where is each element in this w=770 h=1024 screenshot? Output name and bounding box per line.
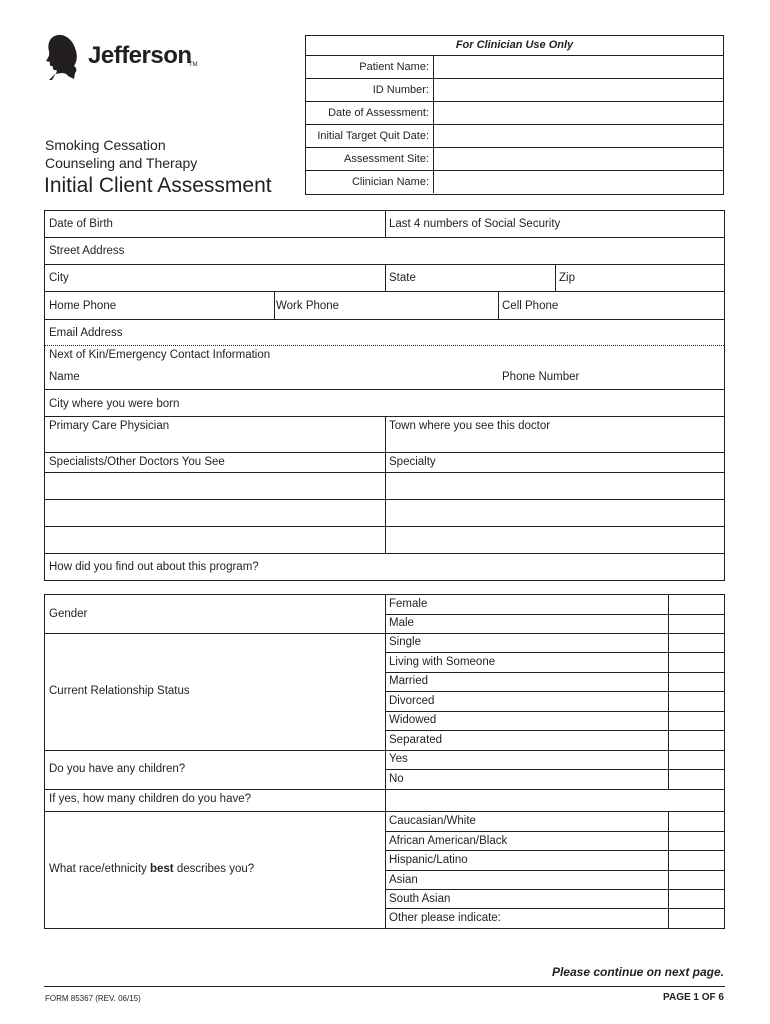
city-field[interactable]: City: [49, 272, 69, 284]
race-option[interactable]: Hispanic/Latino: [389, 854, 468, 866]
race-label-pre: What race/ethnicity: [49, 863, 150, 875]
street-address-field[interactable]: Street Address: [49, 245, 125, 257]
field-label: Date of Assessment:: [306, 102, 434, 124]
pcp-field[interactable]: Primary Care Physician: [49, 420, 170, 432]
clinician-heading: For Clinician Use Only: [455, 39, 574, 51]
gender-option[interactable]: Female: [389, 598, 428, 610]
specialty-header: Specialty: [389, 456, 436, 468]
target-quit-date-field[interactable]: [306, 124, 723, 147]
race-option[interactable]: South Asian: [389, 893, 451, 905]
relationship-option[interactable]: Widowed: [389, 714, 437, 726]
race-option[interactable]: Caucasian/White: [389, 815, 476, 827]
race-option[interactable]: Other please indicate:: [389, 912, 501, 924]
id-number-field[interactable]: [306, 78, 723, 101]
state-field[interactable]: State: [389, 272, 416, 284]
email-field[interactable]: Email Address: [49, 327, 123, 339]
page-number: PAGE 1 OF 6: [663, 992, 724, 1003]
date-of-assessment-field[interactable]: [306, 101, 723, 124]
field-label: Clinician Name:: [306, 171, 434, 193]
kin-heading: Next of Kin/Emergency Contact Information: [49, 349, 271, 361]
relationship-option[interactable]: Living with Someone: [389, 656, 496, 668]
specialists-header: Specialists/Other Doctors You See: [49, 456, 225, 468]
kin-name-field[interactable]: Name: [49, 371, 80, 383]
subtitle-line-2: Counseling and Therapy: [45, 155, 198, 171]
race-option[interactable]: Asian: [389, 874, 418, 886]
children-option[interactable]: No: [389, 773, 404, 785]
referral-source-field[interactable]: How did you find out about this program?: [49, 561, 259, 573]
logo-trademark: TM: [189, 62, 198, 68]
home-phone-field[interactable]: Home Phone: [49, 300, 117, 312]
relationship-option[interactable]: Married: [389, 675, 428, 687]
kin-phone-field[interactable]: Phone Number: [502, 371, 580, 383]
children-count-label: If yes, how many children do you have?: [49, 793, 252, 805]
clinician-use-box: [305, 35, 724, 195]
continue-note: Please continue on next page.: [551, 965, 724, 979]
children-option[interactable]: Yes: [389, 753, 408, 765]
race-label-post: describes you?: [173, 863, 255, 875]
doctor-town-field[interactable]: Town where you see this doctor: [389, 420, 551, 432]
subtitle-line-1: Smoking Cessation: [45, 137, 166, 153]
relationship-label: Current Relationship Status: [49, 685, 190, 697]
relationship-option[interactable]: Divorced: [389, 695, 435, 707]
field-label: Patient Name:: [306, 56, 434, 78]
relationship-option[interactable]: Single: [389, 636, 421, 648]
footer-divider: [44, 986, 725, 987]
clinician-name-field[interactable]: [306, 170, 723, 193]
relationship-option[interactable]: Separated: [389, 734, 443, 746]
assessment-site-field[interactable]: [306, 147, 723, 170]
patient-name-field[interactable]: [306, 55, 723, 78]
gender-label: Gender: [49, 608, 88, 620]
race-label: [49, 863, 254, 875]
birth-city-field[interactable]: City where you were born: [49, 398, 180, 410]
children-label: Do you have any children?: [49, 763, 186, 775]
field-label: ID Number:: [306, 79, 434, 101]
race-option[interactable]: African American/Black: [389, 835, 508, 847]
date-of-birth-field[interactable]: Date of Birth: [49, 218, 113, 230]
work-phone-field[interactable]: Work Phone: [276, 300, 340, 312]
field-label: Initial Target Quit Date:: [306, 125, 434, 147]
cell-phone-field[interactable]: Cell Phone: [502, 300, 559, 312]
form-number: FORM 85367 (REV. 06/15): [45, 994, 141, 1003]
logo-text: Jefferson: [88, 42, 192, 69]
demographics-table: [44, 594, 725, 929]
gender-option[interactable]: Male: [389, 617, 414, 629]
field-label: Assessment Site:: [306, 148, 434, 170]
program-subtitle: [45, 136, 197, 172]
form-title: Initial Client Assessment: [44, 174, 272, 197]
zip-field[interactable]: Zip: [559, 272, 575, 284]
personal-info-table: [44, 210, 725, 581]
race-label-bold: best: [149, 863, 174, 875]
ssn-field[interactable]: Last 4 numbers of Social Security: [389, 218, 561, 230]
